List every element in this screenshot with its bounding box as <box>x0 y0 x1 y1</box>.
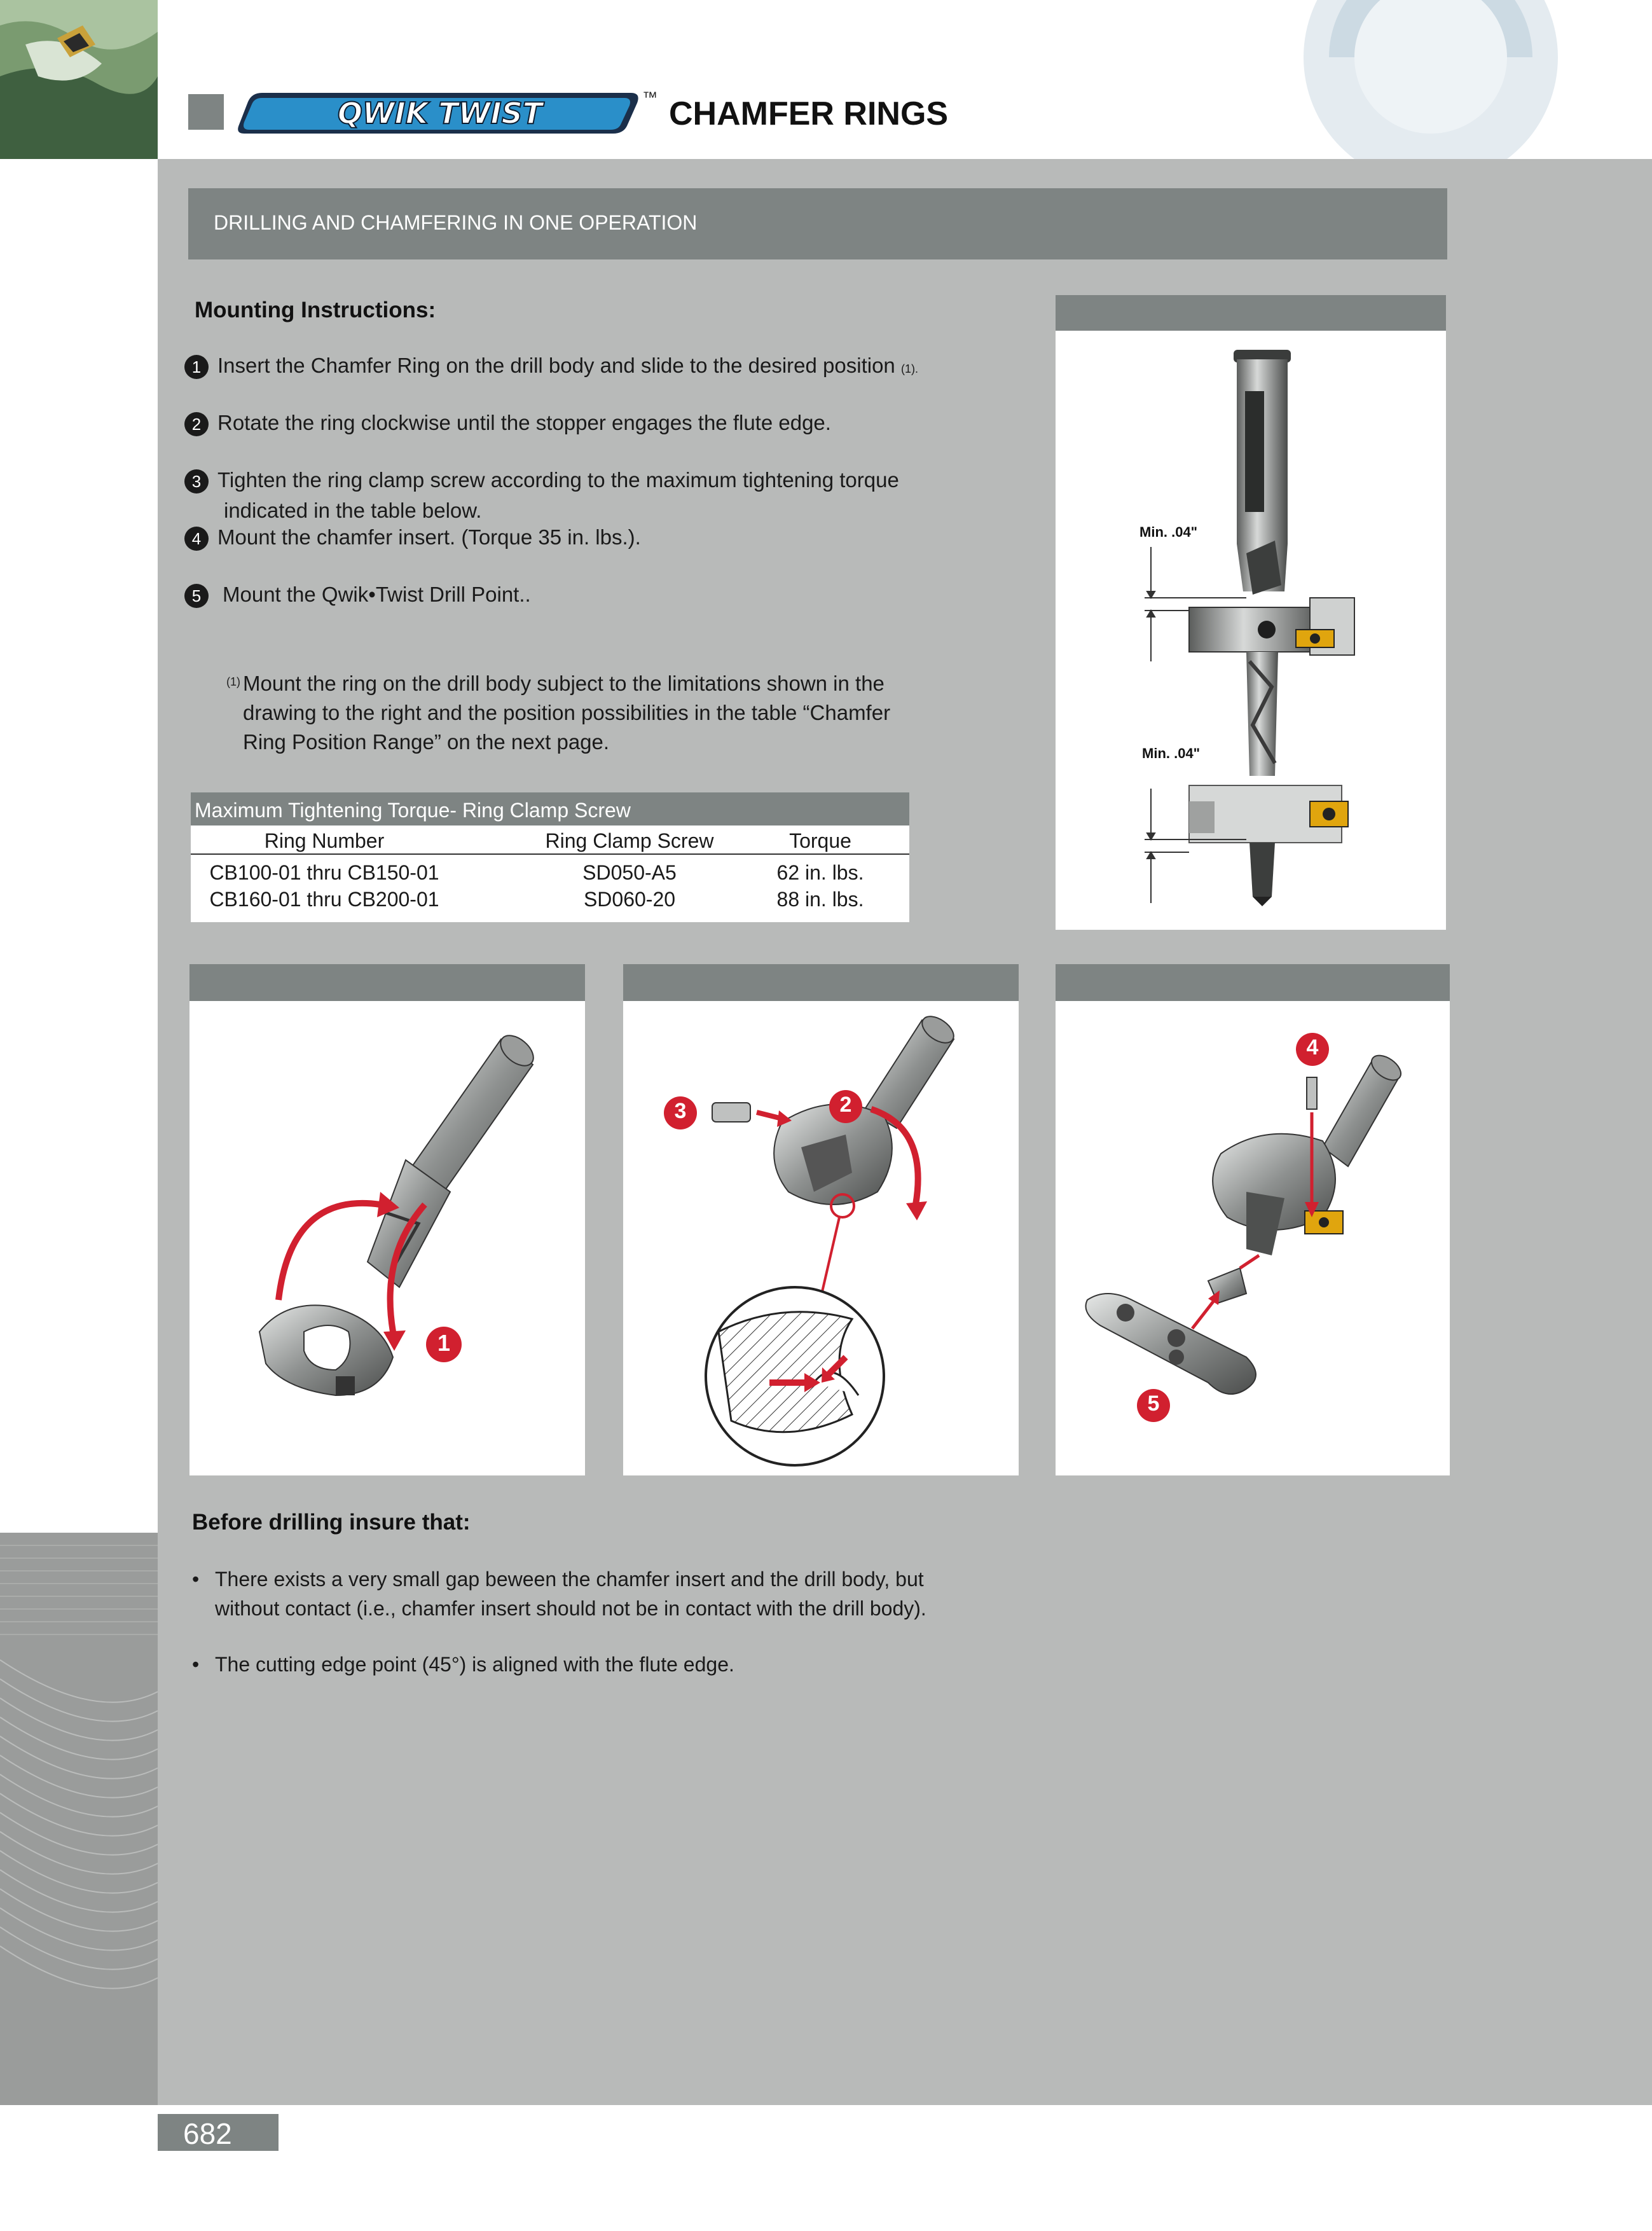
page-number: 682 <box>183 2117 232 2150</box>
torque-table-caption <box>191 792 909 825</box>
header-photo <box>0 0 158 159</box>
bullet-line: without contact (i.e., chamfer insert should not be in contact with the drill body). <box>215 1597 926 1620</box>
cell-ring-clamp-screw: SD050-A5 <box>582 861 677 884</box>
cell-torque: 88 in. lbs. <box>776 888 864 911</box>
brand-text: QWIK TWIST <box>337 96 543 130</box>
step-text: Mount the Qwik•Twist Drill Point.. <box>223 583 531 606</box>
table-row <box>191 888 909 916</box>
drawing-panel <box>1056 331 1446 930</box>
step2-panel-header <box>623 964 1019 1001</box>
bullet-line: There exists a very small gap beween the chamfer insert and the drill body, but <box>215 1568 924 1591</box>
step-number: 5 <box>184 584 209 608</box>
callout-1-label: 1 <box>437 1330 451 1356</box>
col-ring-clamp-screw: Ring Clamp Screw <box>545 829 714 852</box>
banner-text: DRILLING AND CHAMFERING IN ONE OPERATION <box>214 211 698 234</box>
footnote-mark: (1) <box>226 675 240 688</box>
table-row <box>191 861 909 889</box>
step3-illustration <box>1056 1001 1450 1475</box>
cell-torque: 62 in. lbs. <box>776 861 864 884</box>
cell-ring-number: CB160-01 thru CB200-01 <box>209 888 439 911</box>
decorative-stripes <box>0 1533 158 2105</box>
callout-5-label: 5 <box>1147 1392 1160 1416</box>
min-label-top: Min. .04" <box>1139 524 1198 540</box>
bullet-item <box>192 1650 734 1679</box>
step-4 <box>184 525 641 551</box>
col-ring-number: Ring Number <box>264 829 385 852</box>
footnote-line: Mount the ring on the drill body subject to the limitations shown in the <box>243 672 885 695</box>
footnote-line: drawing to the right and the position possibilities in the table “Chamfer <box>243 701 891 724</box>
mounting-heading: Mounting Instructions: <box>195 298 436 322</box>
step1-panel-header <box>189 964 585 1001</box>
step-1 <box>184 354 918 379</box>
bullet-line: The cutting edge point (45°) is aligned with the flute edge. <box>215 1653 734 1676</box>
brand-logo <box>237 88 644 136</box>
step1-panel <box>189 1001 585 1475</box>
step-note: (1). <box>900 363 918 375</box>
step3-panel-header <box>1056 964 1450 1001</box>
footnote-line: Ring Position Range” on the next page. <box>243 730 610 754</box>
callout-3-label: 3 <box>674 1099 687 1123</box>
torque-table-header <box>191 825 909 855</box>
step-text: Rotate the ring clockwise until the stopper engages the flute edge. <box>217 411 831 434</box>
step-number: 4 <box>184 527 209 551</box>
torque-table-title: Maximum Tightening Torque- Ring Clamp Screw <box>195 799 631 822</box>
drill-position-drawing <box>1056 331 1446 930</box>
step-2 <box>184 411 831 436</box>
page-number-box <box>158 2114 279 2151</box>
section-banner <box>188 188 1447 259</box>
drawing-panel-header <box>1056 295 1446 331</box>
min-label-bottom: Min. .04" <box>1142 745 1201 761</box>
step1-illustration <box>189 1001 585 1475</box>
step-number: 3 <box>184 469 209 494</box>
bullet-dot: • <box>192 1568 200 1591</box>
footnote <box>243 669 890 757</box>
col-torque: Torque <box>789 829 851 852</box>
step-text: Insert the Chamfer Ring on the drill body and slide to the desired position <box>217 354 895 377</box>
torque-table <box>191 792 909 922</box>
decorative-circle <box>1291 0 1571 159</box>
callout-2-label: 2 <box>839 1093 852 1117</box>
page-title: CHAMFER RINGS <box>669 95 949 132</box>
step-text: Tighten the ring clamp screw according to the maximum tightening torque <box>217 468 899 492</box>
header-square <box>188 94 224 130</box>
step-number: 1 <box>184 355 209 379</box>
step2-illustration <box>623 1001 1019 1475</box>
step3-panel <box>1056 1001 1450 1475</box>
step-5 <box>184 583 531 608</box>
trademark: ™ <box>642 89 657 106</box>
cell-ring-clamp-screw: SD060-20 <box>583 888 676 911</box>
bullet-dot: • <box>192 1653 200 1676</box>
before-heading: Before drilling insure that: <box>192 1510 471 1535</box>
callout-4-label: 4 <box>1306 1035 1319 1060</box>
step2-panel <box>623 1001 1019 1475</box>
cell-ring-number: CB100-01 thru CB150-01 <box>209 861 439 884</box>
bullet-item <box>192 1564 926 1623</box>
step-text: Mount the chamfer insert. (Torque 35 in. lbs.). <box>217 525 641 549</box>
step-number: 2 <box>184 412 209 436</box>
step-3-line2: indicated in the table below. <box>224 499 482 522</box>
step-3 <box>184 468 899 494</box>
